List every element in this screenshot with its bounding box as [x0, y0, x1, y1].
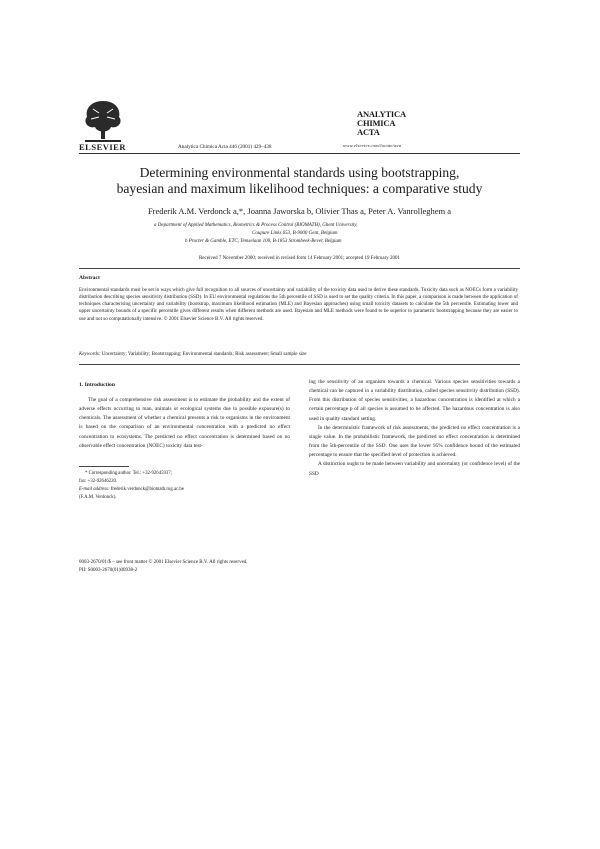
- intro-paragraph-2: ing the sensitivity of an organism towards a chemical. Various species sensitivities towards a chemical can be captured in a variability distribution, called species sensitivity distribution (SSD). From this distribution of species sensitivities, a hazardous concentration is identified at which a certain percentage p of all species is assumed to be affected. The hazardous concentration is also used in quality standard setting.: [309, 379, 520, 422]
- abstract-bottom-rule: [79, 364, 520, 365]
- section-heading-introduction: 1. Introduction: [79, 382, 115, 388]
- article-title: [79, 165, 520, 197]
- email-address: frederik.verdonck@biomath.rug.ac.be: [110, 487, 184, 492]
- footnote-line4: (F.A.M. Verdonck).: [79, 495, 117, 500]
- intro-paragraph-1: The goal of a comprehensive risk assessment is to estimate the probability and the extent of adverse effects occurring to man, animals or ecological systems due to possible exposure(s) to chemicals. The assessment of whether a chemical presents a risk to organisms in the environment is based on the comparison of an environmental concentration with a predicted no effect concentration to ecosystems. The predicted no effect concentration is determined based on no observable effect concentration (NOEC) toxicity data test-: [79, 397, 290, 449]
- journal-url: www.elsevier.com/locate/aca: [343, 143, 402, 148]
- header-rule: [79, 153, 520, 154]
- publisher-name: ELSEVIER: [79, 142, 126, 152]
- journal-logo-line2: CHIMICA: [357, 118, 396, 128]
- journal-reference: Analytica Chimica Acta 446 (2001) 429–438: [178, 144, 272, 150]
- title-line-2: bayesian and maximum likelihood techniques: a comparative study: [116, 181, 483, 196]
- copyright-line1: 0003-2670/01/$ – see front matter © 2001 Elsevier Science B.V. All rights reserved.: [79, 560, 248, 565]
- affiliation-a-line1: a Department of Applied Mathematics, Biometrics & Process Control (BIOMATH), Ghent University,: [154, 223, 358, 228]
- journal-logo-line1: ANALYTICA: [357, 109, 406, 119]
- journal-logo-title: [357, 110, 406, 137]
- keywords-label: Keywords:: [79, 352, 101, 357]
- footnote-line2: fax: +32-92646220.: [79, 479, 118, 484]
- journal-logo-line3: ACTA: [357, 127, 380, 137]
- footnote: [79, 470, 290, 502]
- email-label: E-mail address:: [79, 487, 110, 492]
- keywords-text: Uncertainty; Variability; Bootstrapping; Environmental standards; Risk assessment; Small sample size: [101, 352, 307, 357]
- copyright-block: [79, 559, 248, 574]
- pii-line: PII: S0003-2670(01)00938-2: [79, 567, 138, 573]
- abstract-heading: Abstract: [79, 275, 100, 281]
- affiliation-b: b Procter & Gamble, ETC, Temselaan 100, B-1853 Strombeek-Bever, Belgium: [185, 239, 342, 244]
- right-column: [309, 378, 520, 479]
- abstract-body: Environmental standards must be set in ways which give full recognition to all sources of uncertainty and variability of the toxicity data used to derive these standards. Toxicity data such as NOECs form a variability distribution describing species sensitivity distribution (SSD). In EU environmental regulations the 5th percentile of SSD is used to set the quality criteria. In this paper, a comparison is made between the application of techniques characterising uncertainty and variability (bootstrap, maximum likelihood estimation (MLE) and Bayesian approaches) using small toxicity datasets to calculate the 5th percentile. Estimating lower and upper uncertainty bounds of a specific percentile gives different results when different methods are used. Bayesian and MLE methods were found to be superior to parametric bootstrapping because they are easier to use and not so computationally intensive. © 2001 Elsevier Science B.V. All rights reserved.: [79, 287, 518, 322]
- affiliation-a-line2: Coupure Links 653, B-9000 Gent, Belgium: [252, 231, 338, 236]
- title-line-1: Determining environmental standards using bootstrapping,: [139, 165, 460, 180]
- keywords-line: [79, 352, 520, 357]
- footnote-line1: * Corresponding author. Tel.: +32-92645937;: [85, 471, 173, 476]
- left-column: [79, 396, 290, 451]
- intro-paragraph-4: A distinction ought to be made between variability and uncertainty (or confidence level) of the SSD: [309, 461, 520, 477]
- footnote-rule: [79, 466, 129, 467]
- author-list: Frederik A.M. Verdonck a,*, Joanna Jaworska b, Olivier Thas a, Peter A. Vanrolleghem a: [147, 206, 452, 216]
- intro-paragraph-3: In the deterministic framework of risk assessments, the predicted no effect concentration is a single value. In the probabilistic framework, the predicted no effect concentration is determined from the 5th-percentile of the SSD. One uses the lower 95% confidence bound of the estimated percentage to ensure that the specified level of protection is achieved.: [309, 424, 520, 459]
- footnote-line3: [79, 486, 290, 494]
- abstract-top-rule: [79, 268, 520, 269]
- received-dates: Received 7 November 2000; received in revised form 14 February 2001; accepted 19 February 2001: [198, 256, 401, 261]
